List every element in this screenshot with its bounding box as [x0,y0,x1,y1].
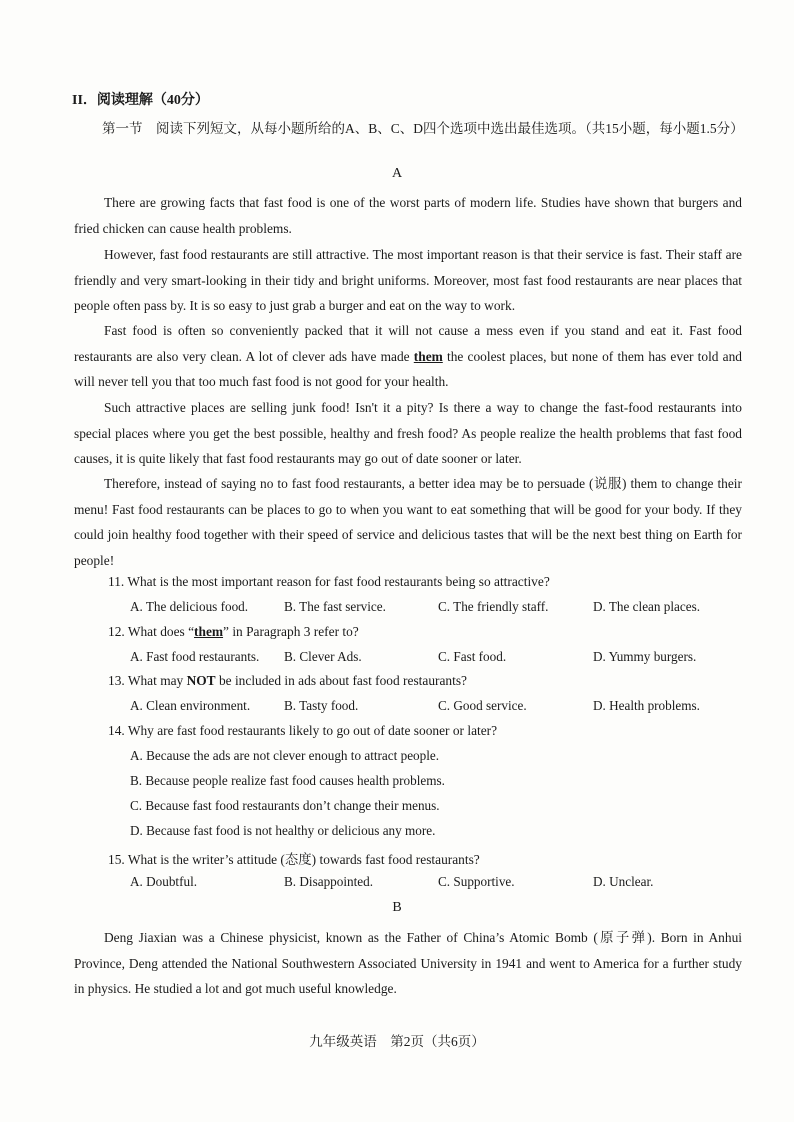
question-12-stem [108,624,359,640]
question-13-stem-post: be included in ads about fast food restaurants? [215,673,467,688]
question-15-stem: 15. What is the writer’s attitude (态度) towards fast food restaurants? [108,852,480,867]
question-11-option-d: D. The clean places. [593,599,701,614]
question-11-stem: 11. What is the most important reason for fast food restaurants being so attractive? [108,574,550,589]
question-14-stem: 14. Why are fast food restaurants likely to go out of date sooner or later? [108,723,498,738]
question-12-underlined-word: them [194,624,224,639]
paragraph-3-text-before: Fast food is often so conveniently packed that it will not cause a mess even if you stand and eat it. Fast food restaurants are also very clean. A lot of clever ads have made [74,323,742,364]
question-15-option-c: C. Supportive. [438,874,515,889]
question-13-option-a: A. Clean environment. [130,698,251,713]
passage-a-paragraph-4: Such attractive places are selling junk food! Isn't it a pity? Is there a way to change the fast-food restaurants into special places where you get the best possible, healthy and fresh food? As people realize the health problems that fast food causes, it is quite likely that fast food restaurants may go out of date sooner or later. [74,400,742,466]
passage-a-paragraph-2: However, fast food restaurants are still attractive. The most important reason is that their service is fast. Their staff are friendly and very smart-looking in their tidy and bright uniforms. Moreover, most fast food restaurants are near places that people often pass by. It is so easy to just grab a burger and eat on the way to work. [74,247,742,313]
question-13-option-b: B. Tasty food. [284,698,359,713]
question-15-option-a: A. Doubtful. [130,874,198,889]
page-footer: 九年级英语 第2页（共6页） [309,1034,485,1049]
question-11-option-a: A. The delicious food. [130,599,249,614]
question-13-option-d: D. Health problems. [593,698,700,713]
underlined-word-them: them [413,348,443,364]
question-14-option-a: A. Because the ads are not clever enough to attract people. [130,748,440,763]
question-15-option-d: D. Unclear. [593,874,654,889]
passage-a-letter: A [391,166,403,181]
passage-b-paragraph-1: Deng Jiaxian was a Chinese physicist, known as the Father of China’s Atomic Bomb (原子弹). Born in Anhui Province, Deng attended the National Southwestern Associated University in 1941 and went to America for a further study in physics. He studied a lot and got much useful knowledge. [74,930,742,996]
question-13-stem-pre: 13. What may [108,673,187,688]
question-14-option-b: B. Because people realize fast food causes health problems. [130,773,445,788]
section-title: II．阅读理解（40分） [72,93,209,108]
question-12-stem-pre: 12. What does “ [108,624,195,639]
question-12-option-c: C. Fast food. [438,649,507,664]
question-11-option-c: C. The friendly staff. [438,599,549,614]
passage-b-letter: B [392,900,402,915]
question-15-option-b: B. Disappointed. [284,874,374,889]
question-12-option-a: A. Fast food restaurants. [130,649,260,664]
question-12-stem-post: ” in Paragraph 3 refer to? [223,624,359,639]
question-14-option-c: C. Because fast food restaurants don’t change their menus. [130,798,440,813]
question-13-stem [108,673,467,689]
question-14-option-d: D. Because fast food is not healthy or delicious any more. [130,823,436,838]
passage-a-paragraph-1: There are growing facts that fast food is one of the worst parts of modern life. Studies have shown that burgers and fried chicken can cause health problems. [74,195,742,236]
question-12-option-b: B. Clever Ads. [284,649,362,664]
section-instruction: 第一节 阅读下列短文，从每小题所给的A、B、C、D四个选项中选出最佳选项。（共15小题，每小题1.5分） [102,121,744,136]
passage-a-paragraph-5: Therefore, instead of saying no to fast food restaurants, a better idea may be to persuade (说服) them to change their menu! Fast food restaurants can be places to go to when you want to eat something that will be good for your body. If they could join healthy food together with their speed of service and delicious tastes that will be the next best thing on Earth for people! [74,476,742,568]
passage-a-paragraph-3 [74,318,742,395]
question-13-bold-word: NOT [186,673,216,688]
question-13-option-c: C. Good service. [438,698,527,713]
paragraph-3-text-after: the coolest places, but none of them has ever told and will never tell you that too much fast food is not good for your health. [74,348,742,389]
question-11-option-b: B. The fast service. [284,599,386,614]
question-12-option-d: D. Yummy burgers. [593,649,697,664]
